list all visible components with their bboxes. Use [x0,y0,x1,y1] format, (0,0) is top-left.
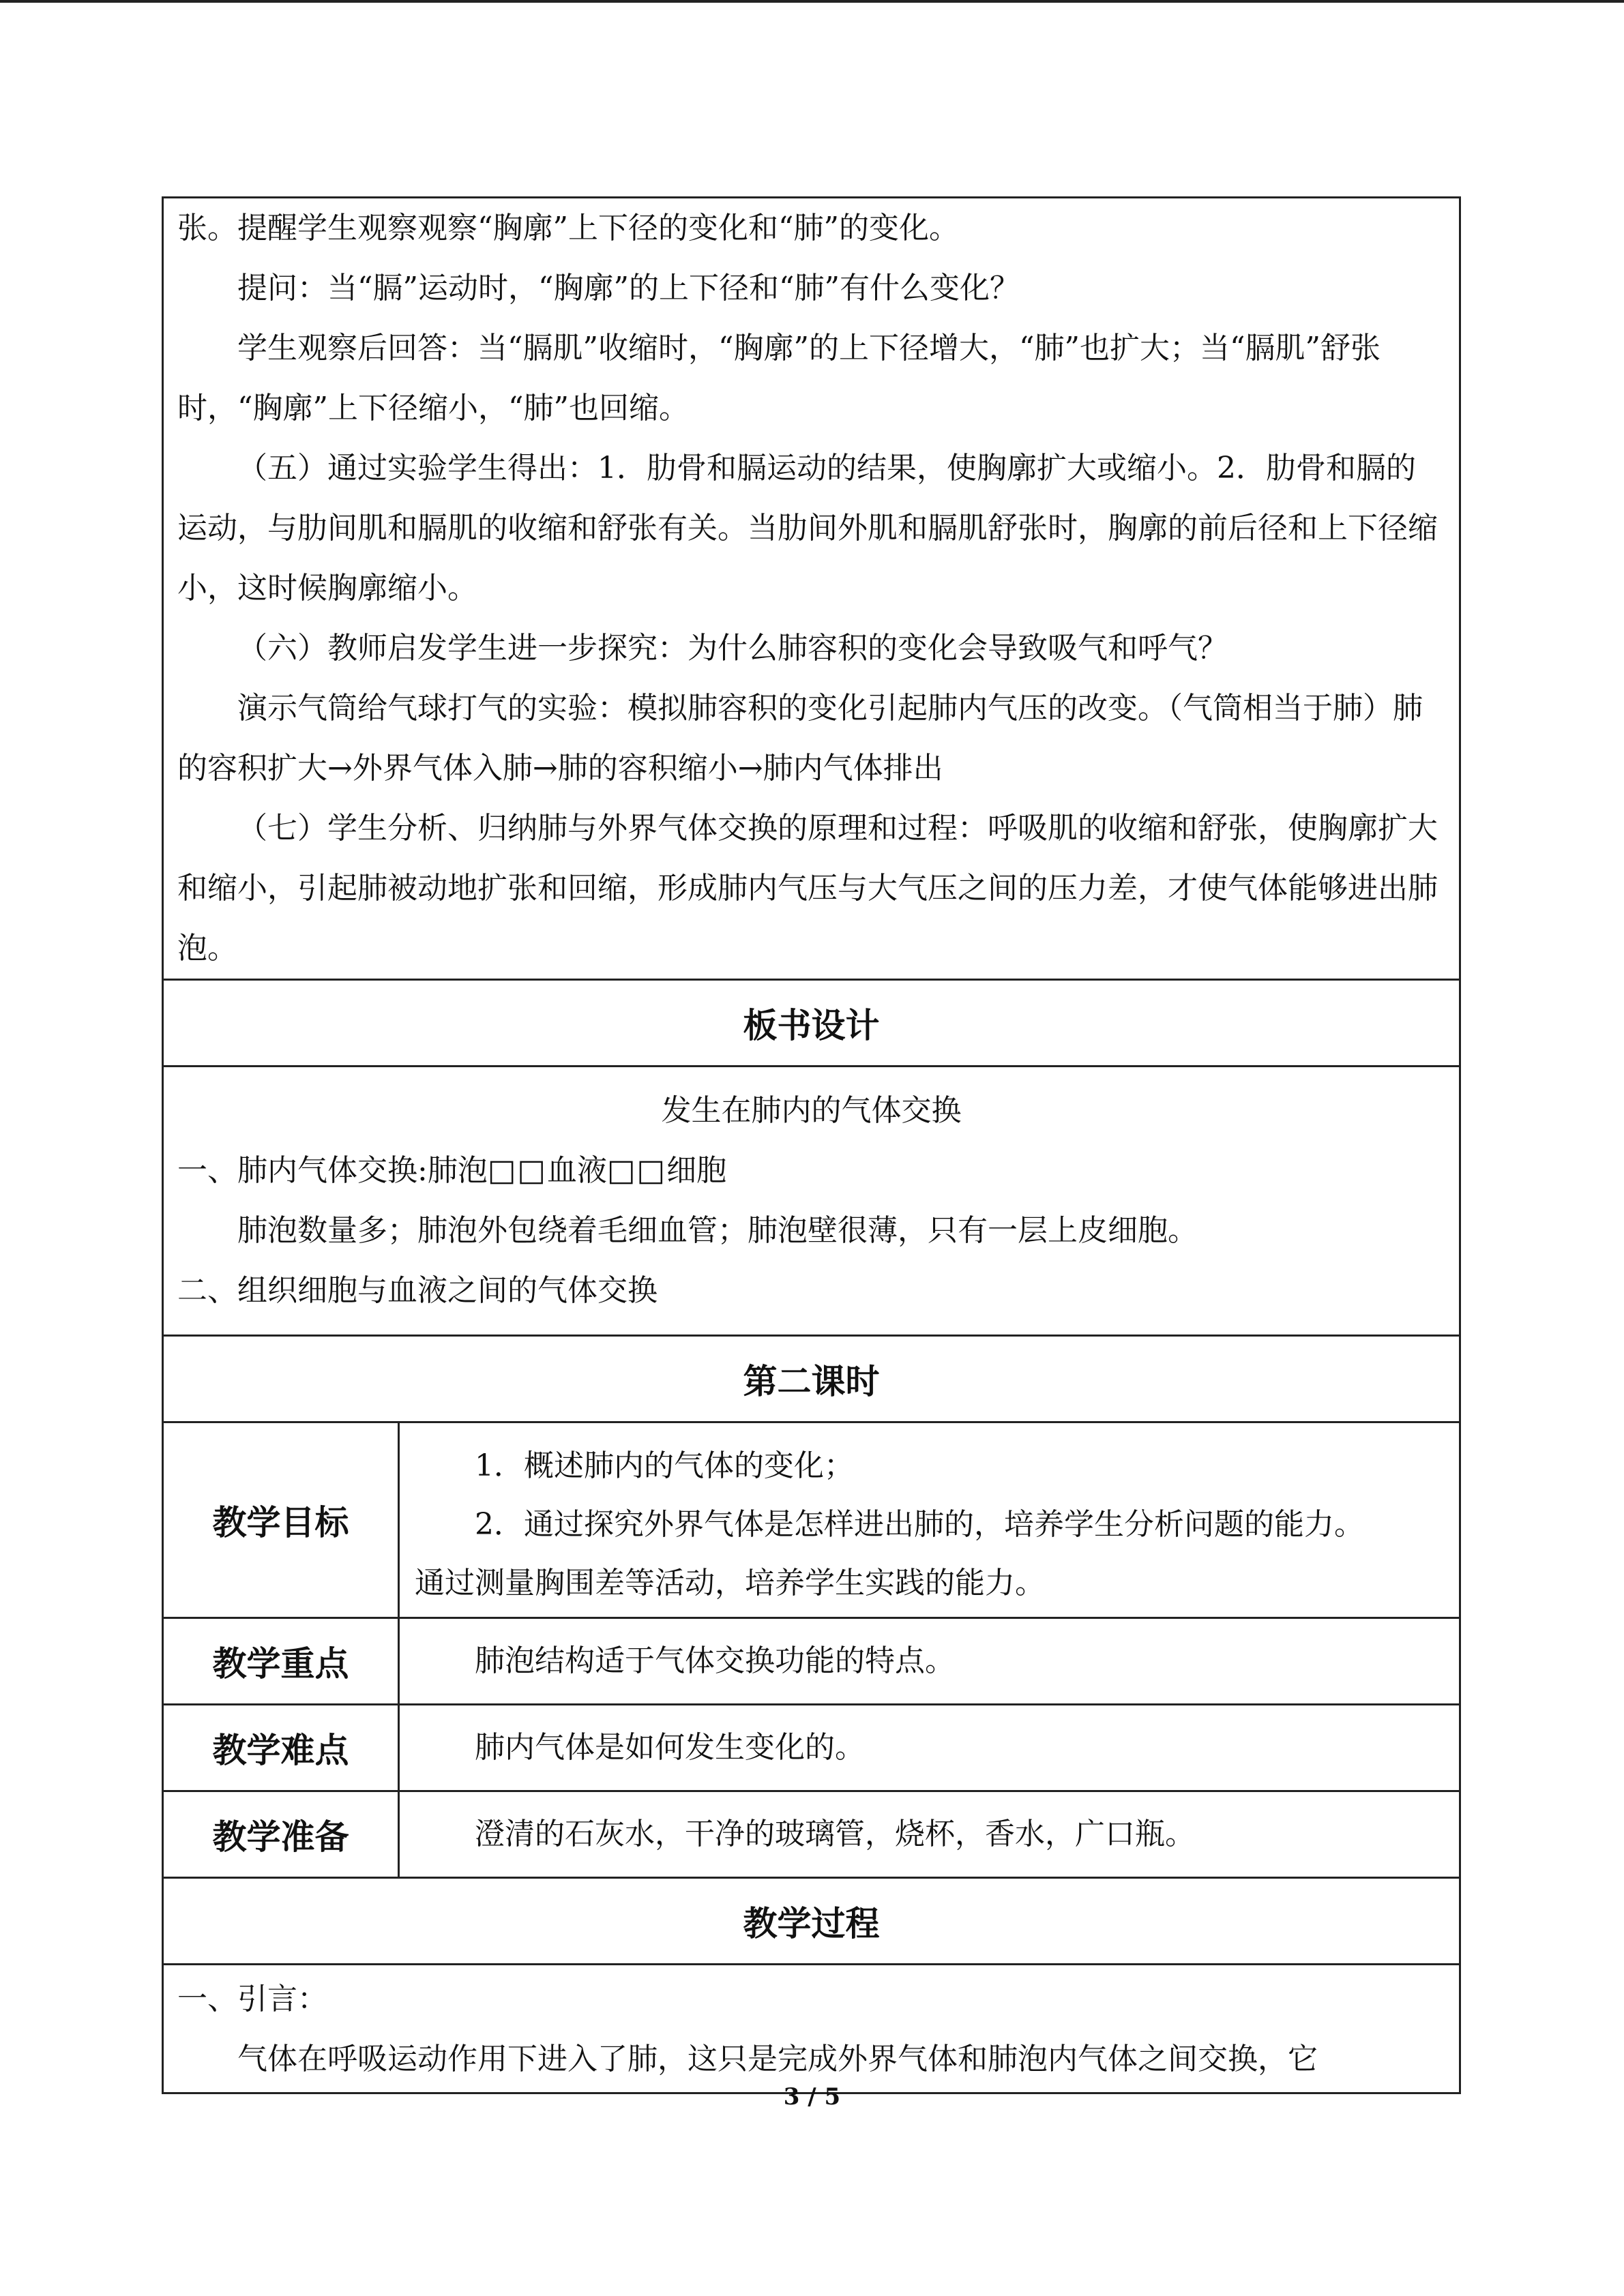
continuation-inquiry-6: （六）教师启发学生进一步探究：为什么肺容积的变化会导致吸气和呼气？ [237,631,1228,666]
objectives-label: 教学目标 [164,1423,400,1617]
page-top-rule [0,0,1624,3]
continuation-demo: 演示气筒给气球打气的实验：模拟肺容积的变化引起肺内气压的改变。（气筒相当于肺）肺的容积扩大→外界气体入肺→肺的容积缩小→肺内气体排出 [177,691,1423,786]
continuation-block [162,196,1461,981]
key-points-value: 肺泡结构适于气体交换功能的特点。 [475,1643,955,1678]
continuation-question: 提问：当“膈”运动时，“胸廓”的上下径和“肺”有什么变化？ [237,271,1020,305]
document-page [162,196,1461,2094]
difficulties-value: 肺内气体是如何发生变化的。 [475,1730,865,1765]
objective-1: 1．概述肺内的气体的变化； [475,1448,854,1483]
objective-2-cont: 通过测量胸围差等活动，培养学生实践的能力。 [415,1566,1045,1600]
board-line-1-boxes-a: □□ [487,1153,547,1188]
teaching-process-heading: 教学过程 [162,1877,1461,1965]
key-points-label: 教学重点 [164,1619,400,1703]
preparation-label: 教学准备 [164,1792,400,1877]
difficulties-label: 教学难点 [164,1705,400,1790]
board-line-1-suffix: 细胞 [666,1153,727,1188]
board-line-1-mid: 血液 [546,1153,607,1188]
continuation-line-1: 张。提醒学生观察观察“胸廓”上下径的变化和“肺”的变化。 [177,211,959,245]
continuation-answer: 学生观察后回答：当“膈肌”收缩时，“胸廓”的上下径增大，“肺”也扩大；当“膈肌”舒张时，“胸廓”上下径缩小，“肺”也回缩。 [177,331,1381,426]
key-points-row [162,1617,1461,1705]
process-intro-text: 气体在呼吸运动作用下进入了肺，这只是完成外界气体和肺泡内气体之间交换，它 [237,2042,1318,2076]
continuation-conclusion-5: （五）通过实验学生得出：1．肋骨和膈运动的结果，使胸廓扩大或缩小。2．肋骨和膈的运动，与肋间肌和膈肌的收缩和舒张有关。当肋间外肌和膈肌舒张时，胸廓的前后径和上下径缩小，这时候胸廓缩小。 [177,451,1438,606]
board-line-1-boxes-b: □□ [606,1153,667,1188]
board-line-2: 肺泡数量多；肺泡外包绕着毛细血管；肺泡壁很薄，只有一层上皮细胞。 [237,1213,1198,1248]
board-design-block [162,1065,1461,1337]
objectives-row [162,1421,1461,1619]
process-block [162,1963,1461,2094]
continuation-analysis-7: （七）学生分析、归纳肺与外界气体交换的原理和过程：呼吸肌的收缩和舒张，使胸廓扩大和缩小，引起肺被动地扩张和回缩，形成肺内气压与大气压之间的压力差，才使气体能够进出肺泡。 [177,811,1438,966]
difficulties-row [162,1703,1461,1792]
board-line-1-prefix: 一、肺内气体交换:肺泡 [177,1153,488,1188]
lesson-2-heading: 第二课时 [162,1335,1461,1423]
page-number: 3 / 5 [783,2083,841,2111]
preparation-value: 澄清的石灰水，干净的玻璃管，烧杯，香水，广口瓶。 [475,1817,1195,1851]
preparation-row [162,1790,1461,1879]
objectives-value [400,1423,1459,1617]
board-design-heading: 板书设计 [162,979,1461,1067]
process-intro-heading: 一、引言： [177,1982,327,2016]
objective-2: 2．通过探究外界气体是怎样进出肺的，培养学生分析问题的能力。 [475,1507,1364,1542]
board-line-3: 二、组织细胞与血液之间的气体交换 [177,1273,658,1308]
board-title: 发生在肺内的气体交换 [661,1093,962,1128]
board-line-1 [177,1141,1445,1201]
